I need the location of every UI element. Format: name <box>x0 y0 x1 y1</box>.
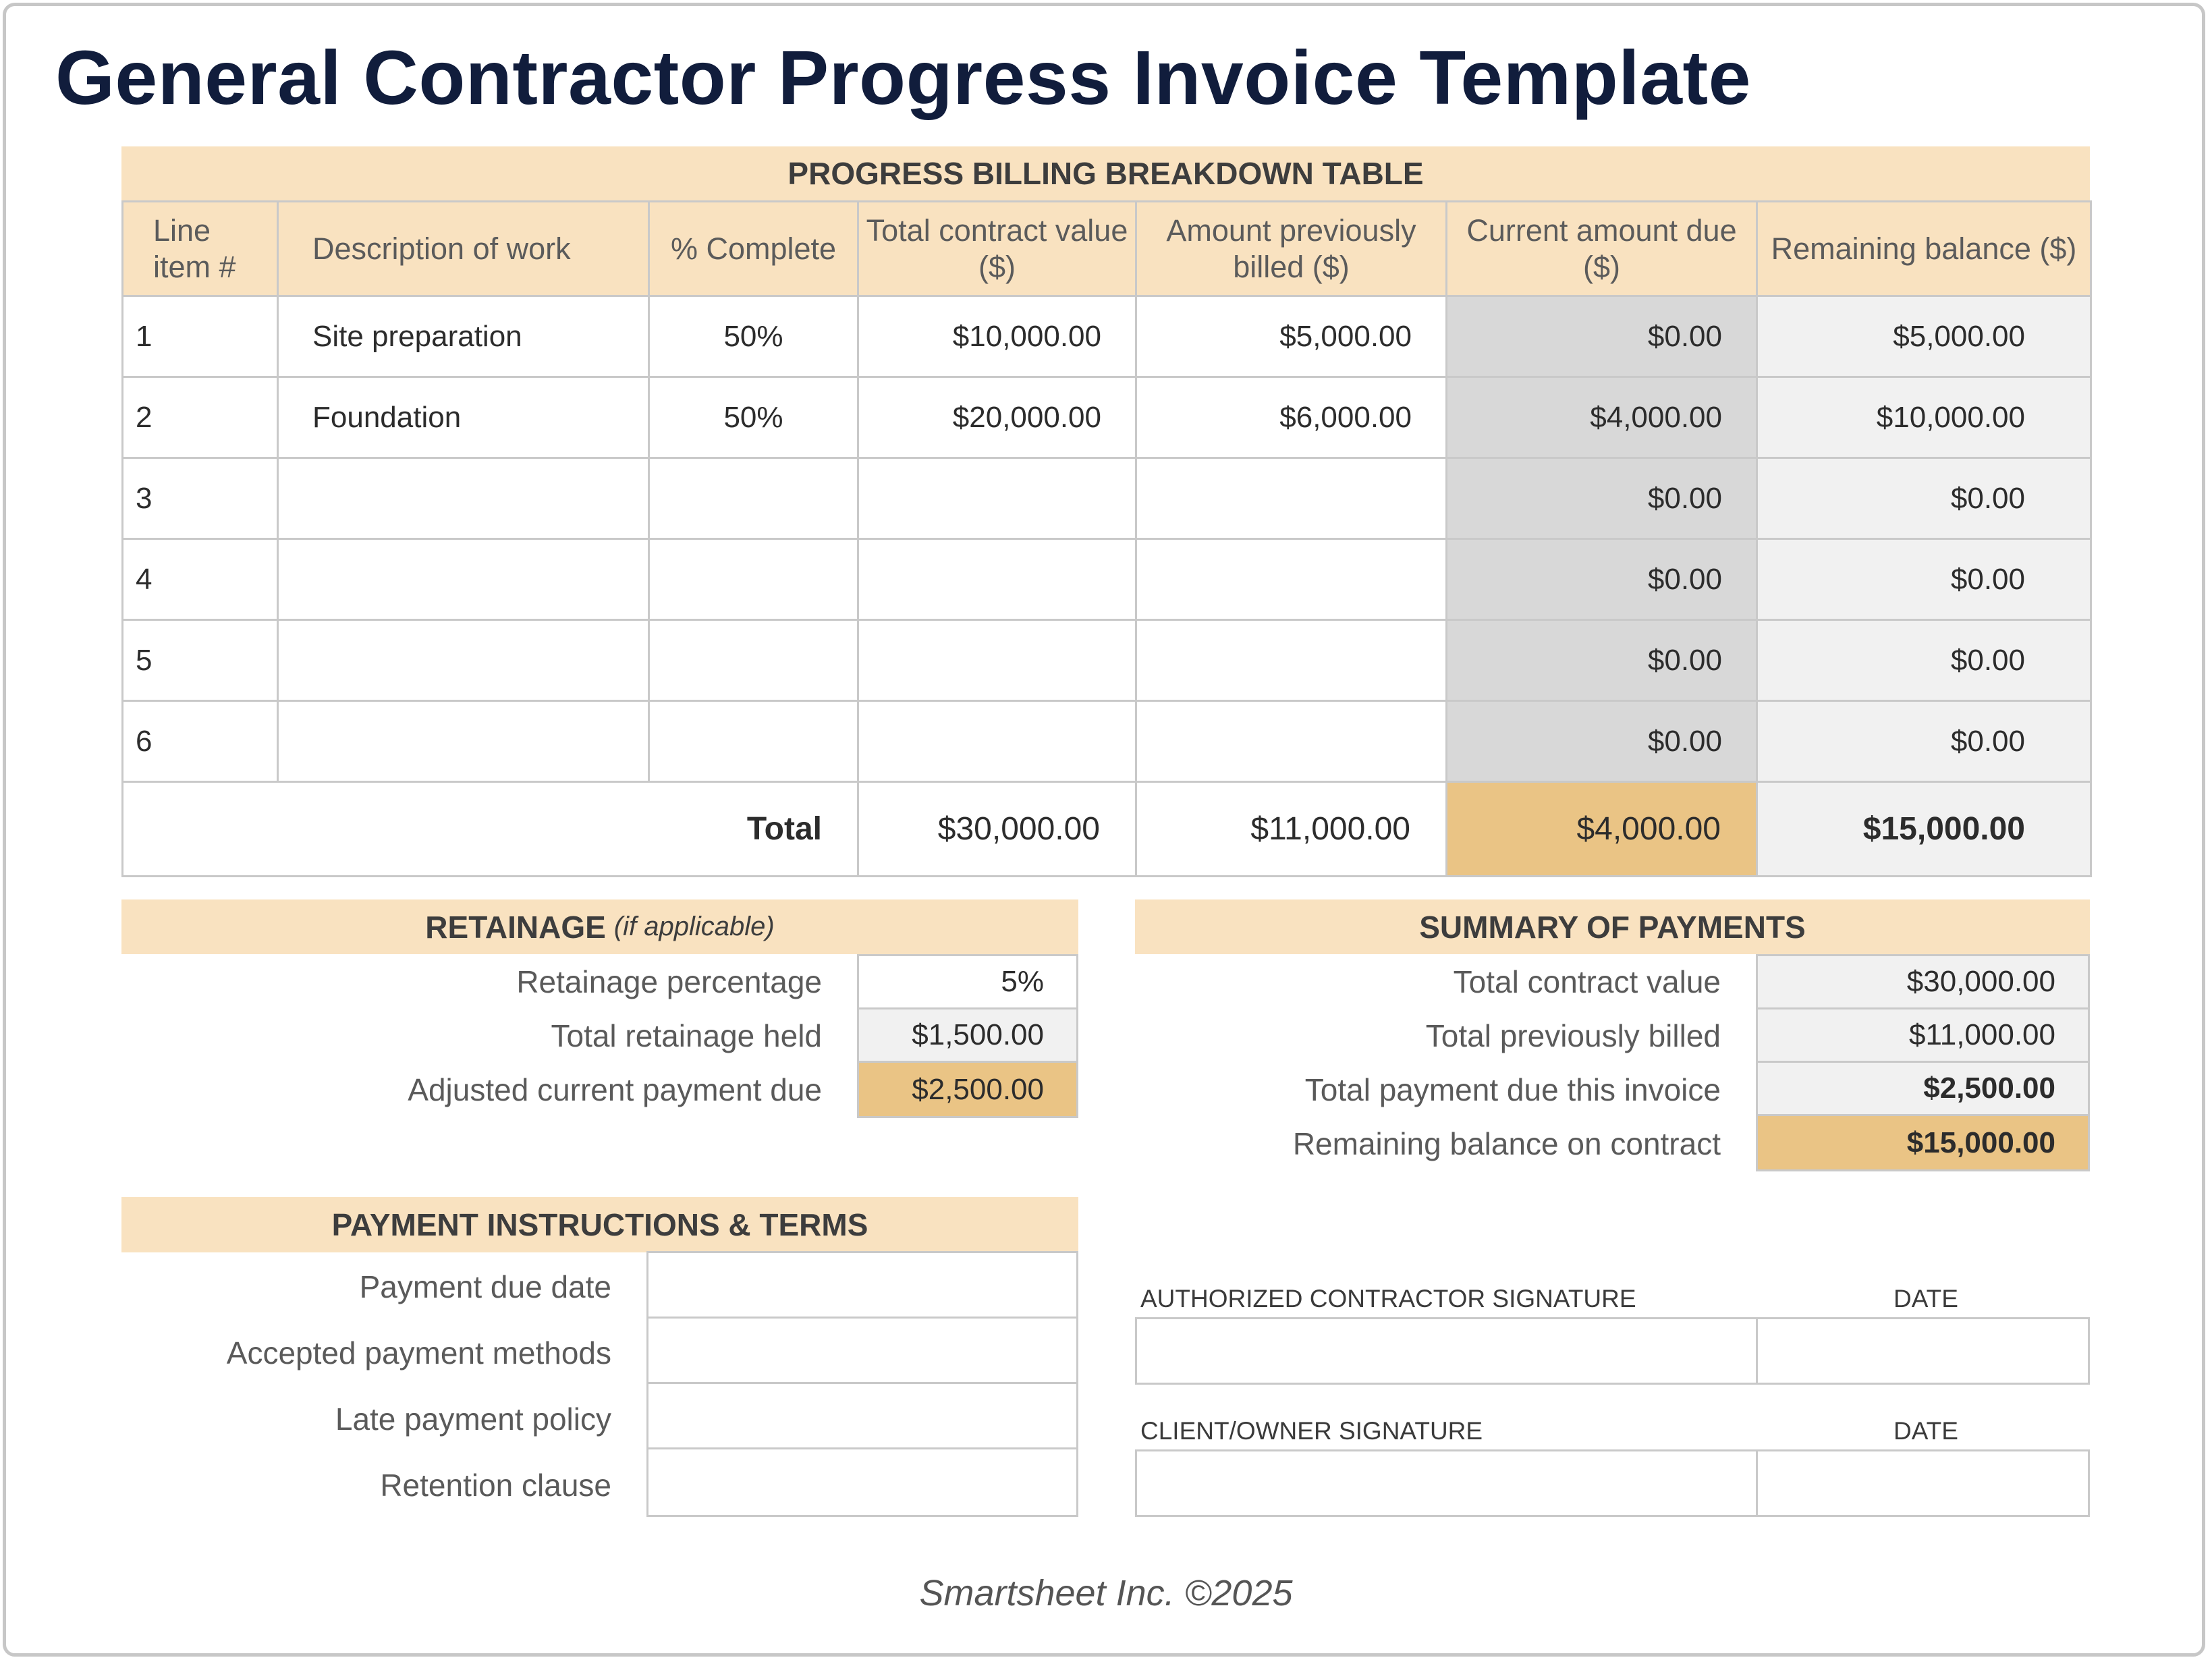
previously-billed-cell[interactable]: $5,000.00 <box>1136 296 1447 377</box>
payment-methods-field[interactable] <box>646 1317 1078 1384</box>
contractor-date-label: DATE <box>1893 1285 1958 1312</box>
current-due-cell: $0.00 <box>1447 701 1757 782</box>
summary-contract-value: $30,000.00 <box>1756 954 2090 1009</box>
description-cell[interactable] <box>278 458 649 539</box>
description-cell[interactable] <box>278 539 649 620</box>
description-cell[interactable]: Foundation <box>278 377 649 458</box>
description-cell[interactable] <box>278 620 649 701</box>
current-due-cell: $4,000.00 <box>1447 377 1757 458</box>
col-header-previously-billed: Amount previously billed ($) <box>1136 202 1447 296</box>
total-row <box>123 782 2091 877</box>
remaining-cell: $0.00 <box>1757 458 2091 539</box>
client-signature-field[interactable] <box>1135 1449 1758 1517</box>
line-item-cell[interactable]: 6 <box>123 701 278 782</box>
summary-remaining-value: $15,000.00 <box>1756 1114 2090 1171</box>
billing-header-row <box>123 202 2091 296</box>
billing-table <box>121 200 2092 877</box>
previously-billed-cell[interactable] <box>1136 458 1447 539</box>
contract-value-cell[interactable] <box>858 539 1136 620</box>
client-date-label: DATE <box>1893 1417 1958 1445</box>
contractor-date-field[interactable] <box>1756 1317 2090 1385</box>
total-current-due: $4,000.00 <box>1447 782 1757 877</box>
col-header-remaining: Remaining balance ($) <box>1757 202 2091 296</box>
complete-cell[interactable]: 50% <box>649 377 858 458</box>
summary-remaining-label: Remaining balance on contract <box>1292 1126 1721 1161</box>
complete-cell[interactable] <box>649 539 858 620</box>
retainage-held-label: Total retainage held <box>551 1018 822 1053</box>
total-remaining: $15,000.00 <box>1757 782 2091 877</box>
retainage-percentage-label: Retainage percentage <box>516 964 822 999</box>
retention-clause-field[interactable] <box>646 1447 1078 1517</box>
contract-value-cell[interactable] <box>858 701 1136 782</box>
description-cell[interactable]: Site preparation <box>278 296 649 377</box>
previously-billed-cell[interactable] <box>1136 701 1447 782</box>
line-item-cell[interactable]: 1 <box>123 296 278 377</box>
summary-previous-label: Total previously billed <box>1425 1018 1721 1053</box>
complete-cell[interactable] <box>649 620 858 701</box>
col-header-description: Description of work <box>278 202 649 296</box>
contract-value-cell[interactable] <box>858 458 1136 539</box>
table-row <box>123 539 2091 620</box>
previously-billed-cell[interactable] <box>1136 539 1447 620</box>
line-item-cell[interactable]: 5 <box>123 620 278 701</box>
page-title: General Contractor Progress Invoice Template <box>55 35 1751 120</box>
complete-cell[interactable] <box>649 458 858 539</box>
table-row <box>123 701 2091 782</box>
retainage-subtitle: (if applicable) <box>613 912 775 941</box>
retainage-title: RETAINAGE <box>425 909 606 945</box>
line-item-cell[interactable]: 3 <box>123 458 278 539</box>
line-item-cell[interactable]: 2 <box>123 377 278 458</box>
total-previously-billed: $11,000.00 <box>1136 782 1447 877</box>
contract-value-cell[interactable]: $10,000.00 <box>858 296 1136 377</box>
total-label: Total <box>123 782 858 877</box>
col-header-contract-value: Total contract value ($) <box>858 202 1136 296</box>
remaining-cell: $10,000.00 <box>1757 377 2091 458</box>
adjusted-payment-label: Adjusted current payment due <box>408 1072 822 1107</box>
col-header-complete: % Complete <box>649 202 858 296</box>
adjusted-payment-value: $2,500.00 <box>857 1061 1078 1118</box>
footer-copyright: Smartsheet Inc. ©2025 <box>919 1573 1293 1613</box>
current-due-cell: $0.00 <box>1447 620 1757 701</box>
remaining-cell: $5,000.00 <box>1757 296 2091 377</box>
late-payment-field[interactable] <box>646 1382 1078 1449</box>
remaining-cell: $0.00 <box>1757 701 2091 782</box>
remaining-cell: $0.00 <box>1757 620 2091 701</box>
col-header-current-due: Current amount due ($) <box>1447 202 1757 296</box>
client-date-field[interactable] <box>1756 1449 2090 1517</box>
table-row <box>123 458 2091 539</box>
table-row <box>123 377 2091 458</box>
retainage-heading <box>121 899 1078 954</box>
contractor-signature-field[interactable] <box>1135 1317 1758 1385</box>
current-due-cell: $0.00 <box>1447 539 1757 620</box>
table-row <box>123 620 2091 701</box>
col-header-line-item: Line item # <box>123 202 278 296</box>
summary-previous-value: $11,000.00 <box>1756 1007 2090 1063</box>
previously-billed-cell[interactable] <box>1136 620 1447 701</box>
summary-due-label: Total payment due this invoice <box>1304 1072 1721 1107</box>
current-due-cell: $0.00 <box>1447 458 1757 539</box>
retainage-held-value: $1,500.00 <box>857 1007 1078 1063</box>
client-signature-label: CLIENT/OWNER SIGNATURE <box>1140 1417 1483 1445</box>
summary-due-value: $2,500.00 <box>1756 1061 2090 1116</box>
complete-cell[interactable] <box>649 701 858 782</box>
complete-cell[interactable]: 50% <box>649 296 858 377</box>
retention-clause-label: Retention clause <box>380 1468 611 1503</box>
payment-due-date-field[interactable] <box>646 1251 1078 1319</box>
billing-table-heading: PROGRESS BILLING BREAKDOWN TABLE <box>121 146 2090 200</box>
total-contract-value: $30,000.00 <box>858 782 1136 877</box>
contract-value-cell[interactable] <box>858 620 1136 701</box>
remaining-cell: $0.00 <box>1757 539 2091 620</box>
summary-contract-label: Total contract value <box>1453 964 1721 999</box>
payment-due-date-label: Payment due date <box>359 1269 611 1304</box>
contract-value-cell[interactable]: $20,000.00 <box>858 377 1136 458</box>
late-payment-label: Late payment policy <box>335 1402 611 1437</box>
summary-heading: SUMMARY OF PAYMENTS <box>1135 899 2090 954</box>
line-item-cell[interactable]: 4 <box>123 539 278 620</box>
contractor-signature-label: AUTHORIZED CONTRACTOR SIGNATURE <box>1140 1285 1636 1312</box>
table-row <box>123 296 2091 377</box>
retainage-percentage-field[interactable]: 5% <box>857 954 1078 1009</box>
description-cell[interactable] <box>278 701 649 782</box>
previously-billed-cell[interactable]: $6,000.00 <box>1136 377 1447 458</box>
current-due-cell: $0.00 <box>1447 296 1757 377</box>
payment-methods-label: Accepted payment methods <box>226 1335 611 1370</box>
payment-heading: PAYMENT INSTRUCTIONS & TERMS <box>121 1197 1078 1252</box>
